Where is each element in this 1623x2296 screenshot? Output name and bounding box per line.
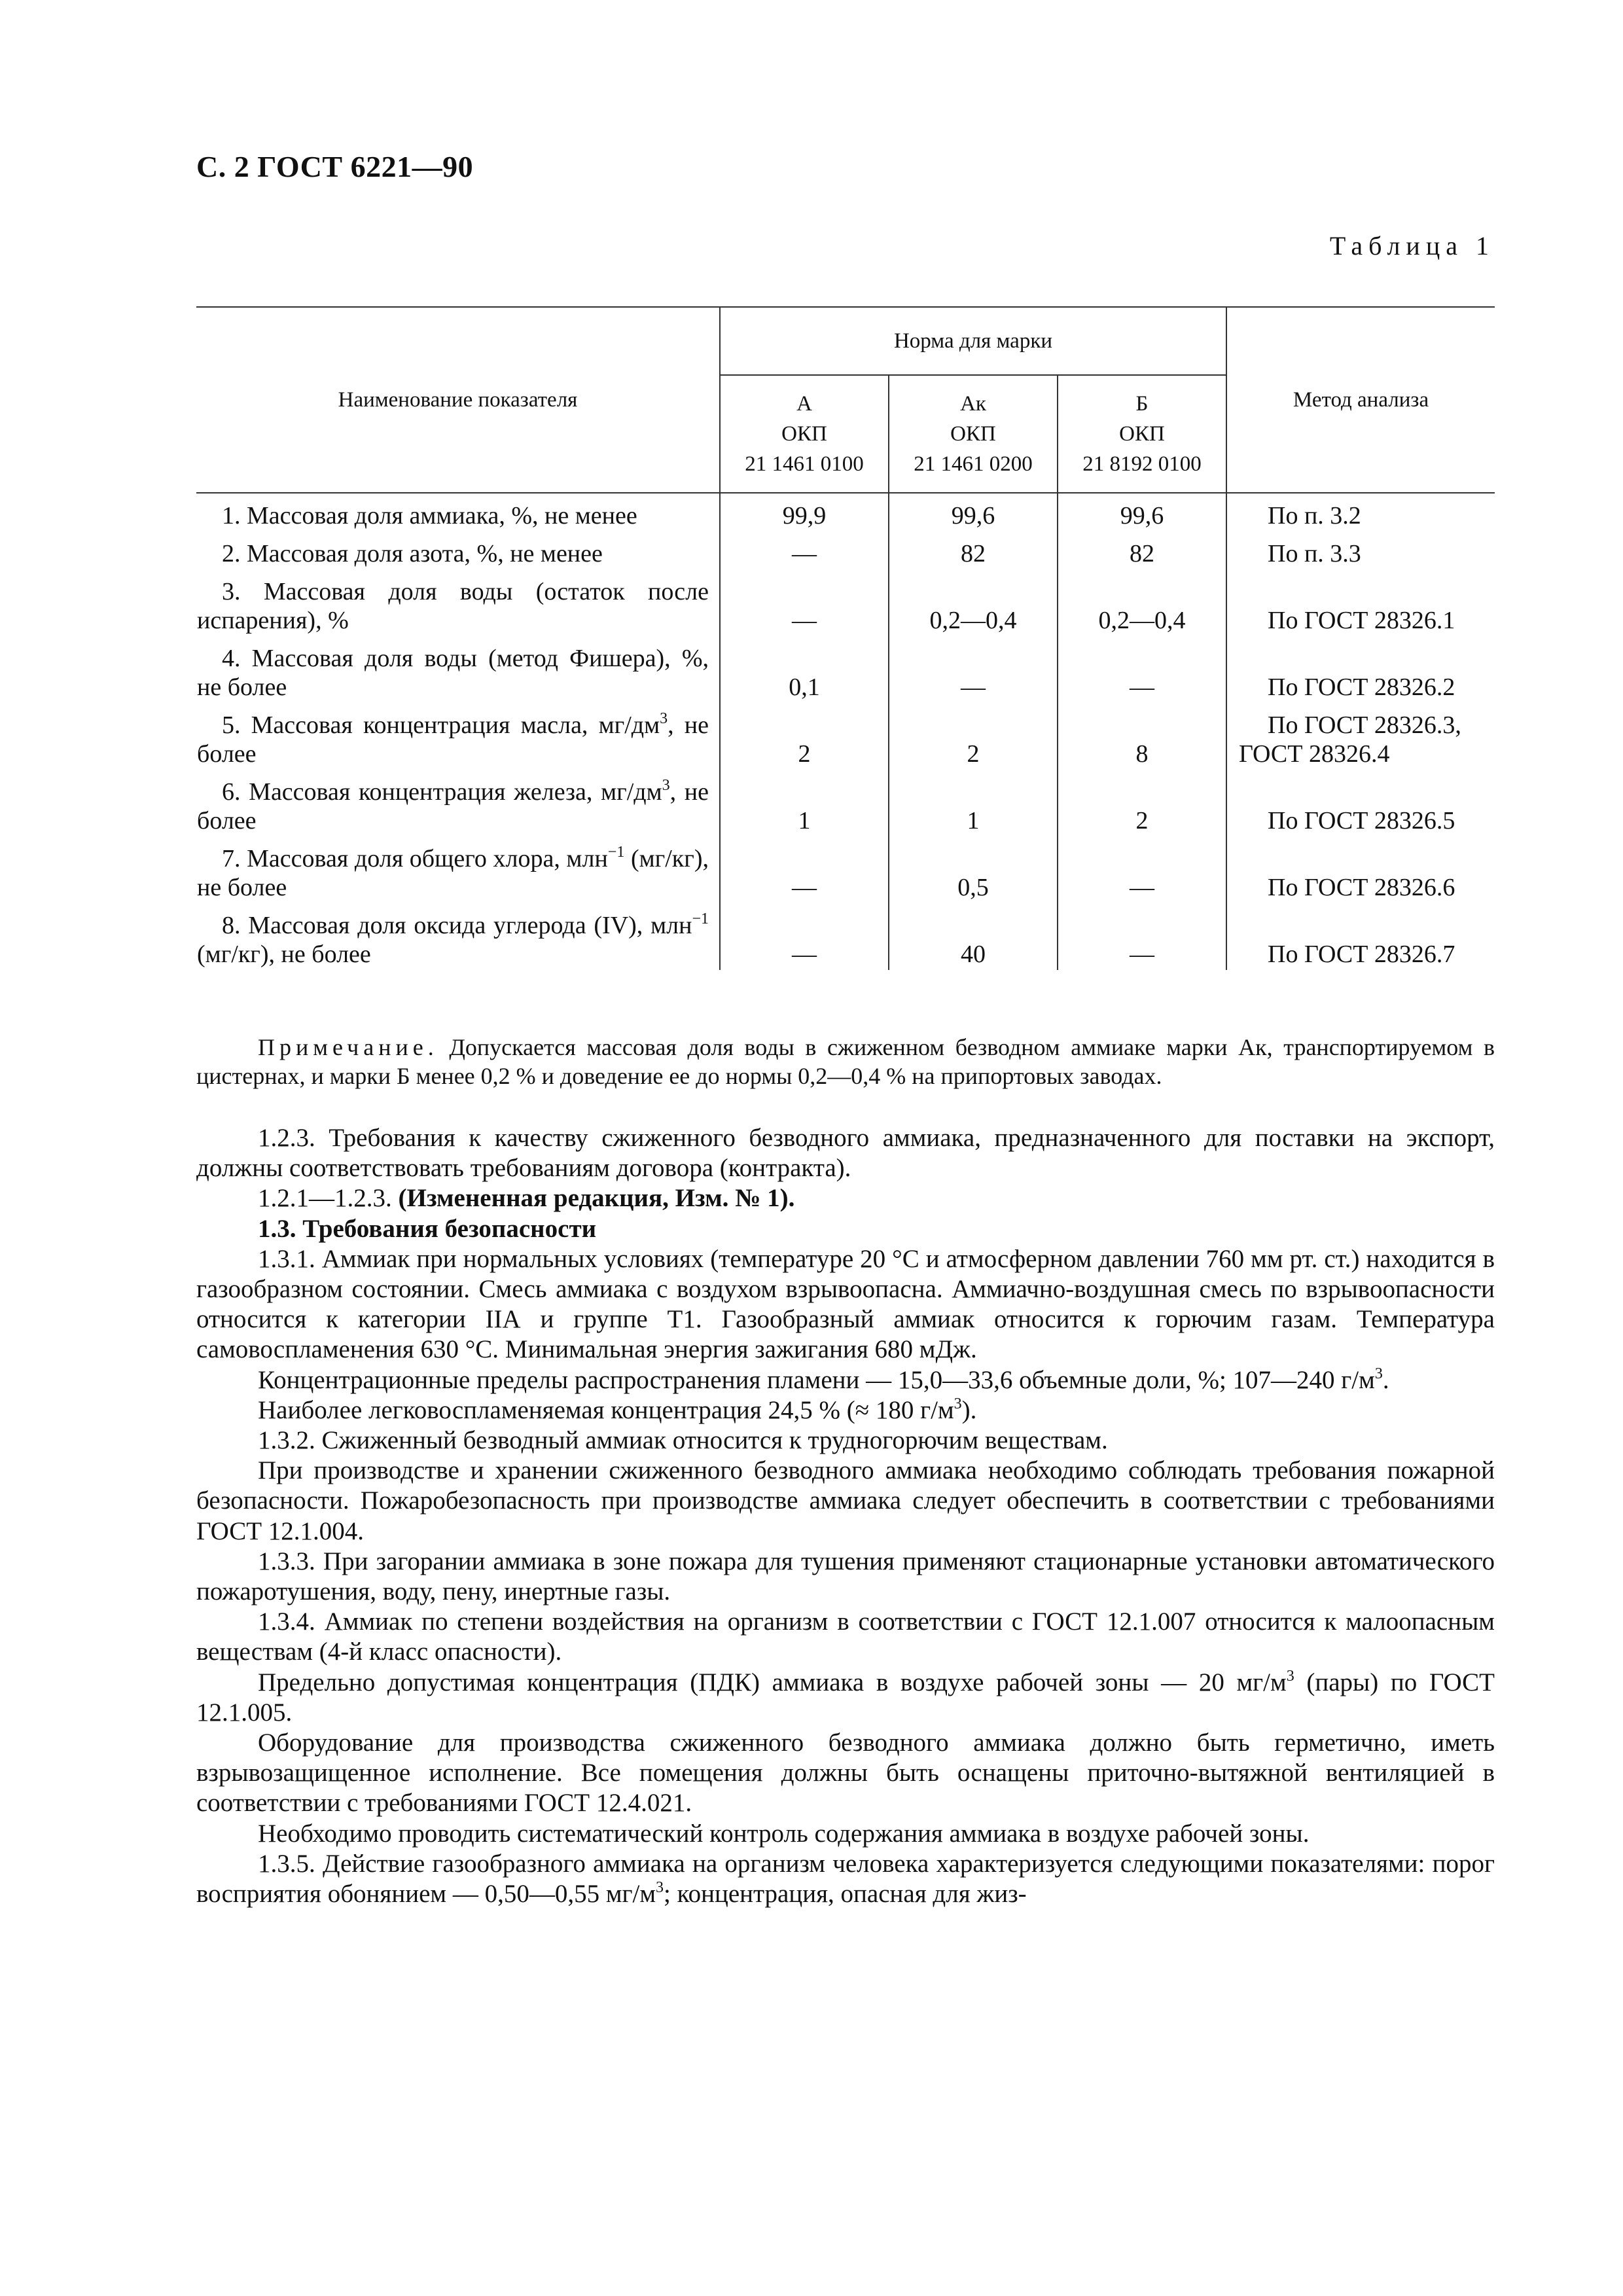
value-grade-ak: 40 [889,903,1058,970]
row-name: 8. Массовая доля оксида углерода (IV), млн$^{-1}$ (мг/кг), не более [197,910,709,968]
table-row [196,770,1495,836]
table-caption: Таблица 1 [1329,231,1495,260]
body-text [196,1123,1495,1909]
analysis-method: По ГОСТ 28326.1 [1226,569,1495,636]
analysis-method: По ГОСТ 28326.6 [1226,836,1495,903]
value-grade-a: — [720,531,889,569]
paragraph: 1.2.3. Требования к качеству сжиженного безводного аммиака, предназначенного для поставки на экспорт, должны соответствовать требованиям договора (контракта). [196,1124,1495,1183]
paragraph: Концентрационные пределы распространения пламени — 15,0—33,6 объемные доли, %; 107—240 $г/м^3$. [258,1365,1389,1394]
row-name: 4. Массовая доля воды (метод Фишера), %, не более [197,645,709,701]
value-grade-ak: 99,6 [889,493,1058,531]
table-row [196,493,1495,531]
table-row [196,703,1495,770]
analysis-method: По п. 3.3 [1226,531,1495,569]
row-name: 1. Массовая доля аммиака, %, не менее [222,502,637,529]
note-label: Примечание. [258,1034,438,1060]
col-header-grade-ak: Ак ОКП 21 1461 0200 [889,375,1058,493]
analysis-method: По п. 3.2 [1226,493,1495,531]
row-name: 5. Массовая концентрация масла, $мг/дм^3$, не более [197,710,709,768]
value-grade-ak: 0,5 [889,836,1058,903]
paragraph: 1.3.2. Сжиженный безводный аммиак относится к трудногорючим веществам. [258,1426,1108,1455]
note-text: Допускается массовая доля воды в сжиженном безводном аммиаке марки Ак, транспортируемом в цистернах, и марки Б менее 0,2 % и доведение ее до нормы 0,2—0,4 % на припортовых заводах. [196,1034,1495,1089]
value-grade-a: 1 [720,770,889,836]
col-header-method: Метод анализа [1226,307,1495,493]
value-grade-b: — [1058,903,1226,970]
paragraph: 1.3.5. Действие газообразного аммиака на организм человека характеризуется следующими показателями: порог восприятия обонянием — 0,50—0,55 $мг/м^3$; концентрация, опасная для жиз- [196,1849,1495,1909]
analysis-method: По ГОСТ 28326.7 [1226,903,1495,970]
paragraph: Наиболее легковоспламеняемая концентрация 24,5 % (≈ 180 $г/м^3$). [258,1395,977,1424]
value-grade-ak: 2 [889,703,1058,770]
analysis-method: По ГОСТ 28326.2 [1226,636,1495,703]
paragraph: 1.3.1. Аммиак при нормальных условиях (температуре 20 °С и атмосферном давлении 760 мм рт. ст.) находится в газообразном состоянии. Смесь аммиака с воздухом взрывоопасна. Аммиачно-воздушная смесь по взрывоопасности относится к категории IIА и группе Т1. Газообразный аммиак относится к горючим газам. Температура самовоспламенения 630 °С. Минимальная энергия зажигания 680 мДж. [196,1244,1495,1364]
value-grade-b: — [1058,636,1226,703]
col-header-name: Наименование показателя [196,307,720,493]
value-grade-a: 0,1 [720,636,889,703]
value-grade-b: 82 [1058,531,1226,569]
table-row [196,531,1495,569]
paragraph: 1.3.3. При загорании аммиака в зоне пожара для тушения применяют стационарные установки автоматического пожаротушения, воду, пену, инертные газы. [196,1547,1495,1606]
value-grade-ak: 82 [889,531,1058,569]
value-grade-a: — [720,903,889,970]
table-row [196,903,1495,970]
value-grade-a: — [720,569,889,636]
value-grade-a: 99,9 [720,493,889,531]
table-note [196,1033,1495,1090]
analysis-method: По ГОСТ 28326.3, ГОСТ 28326.4 [1226,703,1495,770]
col-header-grade-group: Норма для марки [720,307,1226,375]
table-row [196,569,1495,636]
col-header-grade-b: Б ОКП 21 8192 0100 [1058,375,1226,493]
paragraph: Оборудование для производства сжиженного безводного аммиака должно быть герметично, иметь взрывозащищенное исполнение. Все помещения должны быть оснащены приточно-вытяжной вентиляцией в соответствии с требованиями ГОСТ 12.4.021. [196,1729,1495,1818]
row-name: 6. Массовая концентрация железа, $мг/дм^3$, не более [197,777,709,834]
value-grade-ak: 1 [889,770,1058,836]
value-grade-b: 99,6 [1058,493,1226,531]
value-grade-b: 0,2—0,4 [1058,569,1226,636]
section-heading: 1.3. Требования безопасности [258,1214,597,1243]
value-grade-a: 2 [720,703,889,770]
row-name: 3. Массовая доля воды (остаток после испарения), % [197,578,709,634]
value-grade-ak: — [889,636,1058,703]
paragraph: 1.2.1—1.2.3. (Измененная редакция, Изм. № 1). [258,1184,795,1213]
paragraph: 1.3.4. Аммиак по степени воздействия на организм в соответствии с ГОСТ 12.1.007 относится к малоопасным веществам (4-й класс опасности). [196,1607,1495,1666]
table-row [196,836,1495,903]
analysis-method: По ГОСТ 28326.5 [1226,770,1495,836]
value-grade-b: 2 [1058,770,1226,836]
paragraph: При производстве и хранении сжиженного безводного аммиака необходимо соблюдать требования пожарной безопасности. Пожаробезопасность при производстве аммиака следует обеспечить в соответствии с требованиями ГОСТ 12.1.004. [196,1456,1495,1545]
paragraph: Предельно допустимая концентрация (ПДК) аммиака в воздухе рабочей зоны — 20 $мг/м^3$ (пары) по ГОСТ 12.1.005. [196,1667,1495,1727]
col-header-grade-a: А ОКП 21 1461 0100 [720,375,889,493]
page-header: С. 2 ГОСТ 6221—90 [196,150,474,183]
row-name: 2. Массовая доля азота, %, не менее [222,540,603,567]
specification-table [196,306,1495,970]
row-name: 7. Массовая доля общего хлора, млн$^{-1}$ (мг/кг), не более [197,844,709,901]
value-grade-b: 8 [1058,703,1226,770]
table-row [196,636,1495,703]
value-grade-ak: 0,2—0,4 [889,569,1058,636]
value-grade-a: — [720,836,889,903]
paragraph: Необходимо проводить систематический контроль содержания аммиака в воздухе рабочей зоны. [258,1819,1310,1848]
value-grade-b: — [1058,836,1226,903]
